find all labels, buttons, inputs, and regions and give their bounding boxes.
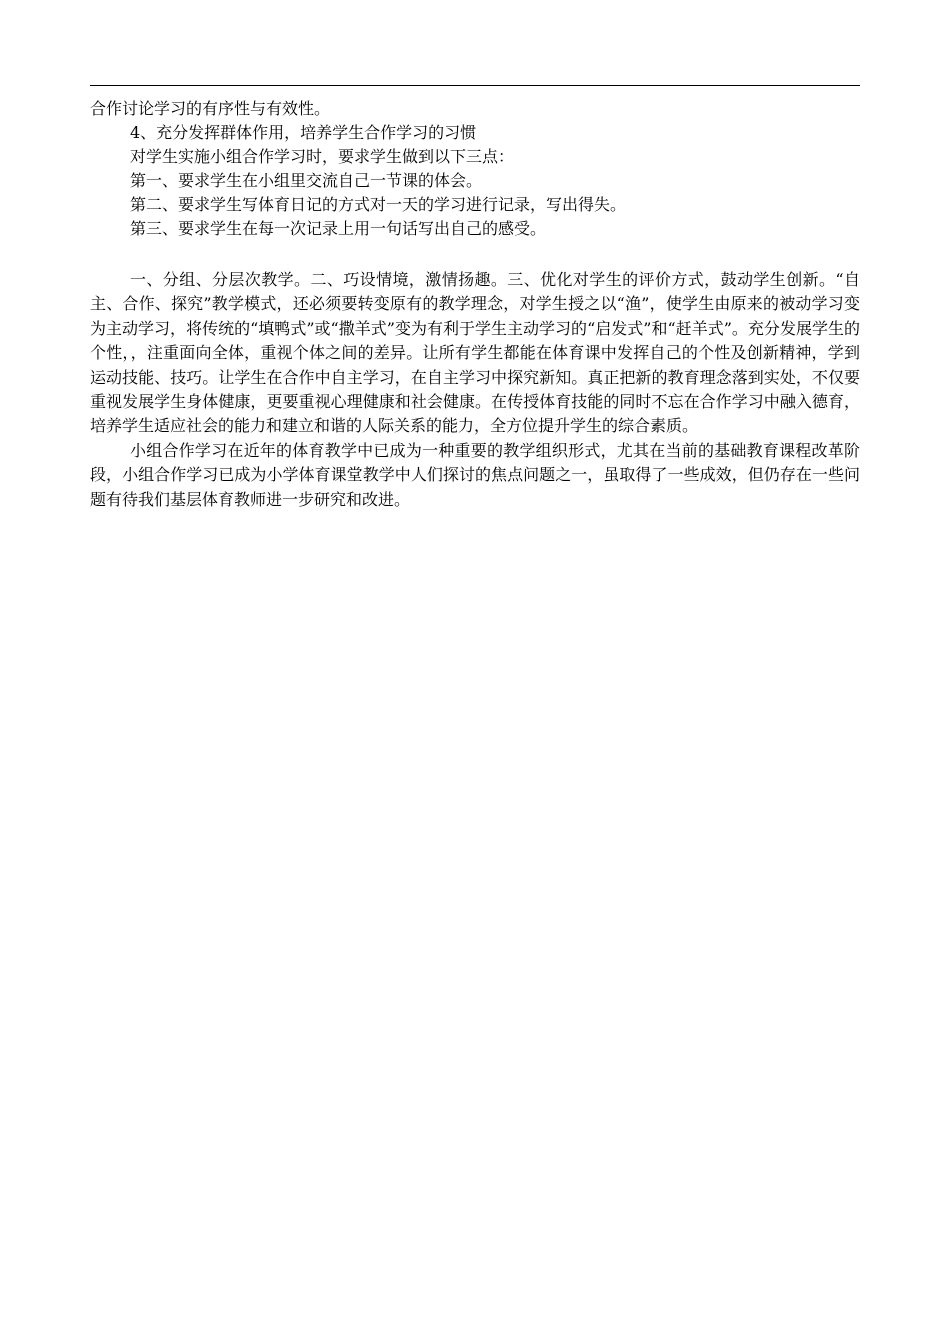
body-paragraph: 小组合作学习在近年的体育教学中已成为一种重要的教学组织形式，尤其在当前的基础教育课程改革阶段，小组合作学习已成为小学体育课堂教学中人们探讨的焦点问题之一，虽取得了一些成效，但仍存在一些问题有待我们基层体育教师进一步研究和改进。 — [90, 440, 860, 509]
document-body — [90, 97, 860, 512]
text-line: 合作讨论学习的有序性与有效性。 — [90, 99, 331, 118]
text-line: 对学生实施小组合作学习时，要求学生做到以下三点： — [130, 147, 515, 166]
paragraph-spacer — [90, 241, 860, 268]
list-item: 第一、要求学生在小组里交流自己一节课的体会。 — [130, 171, 483, 190]
list-item: 第二、要求学生写体育日记的方式对一天的学习进行记录，写出得失。 — [130, 195, 627, 214]
body-paragraph: 一、分组、分层次教学。二、巧设情境，激情扬趣。三、优化对学生的评价方式，鼓动学生创新。“自主、合作、探究”教学模式，还必须要转变原有的教学理念，对学生授之以“渔”，使学生由原来的被动学习变为主动学习，将传统的“填鸭式”或“撒羊式”变为有利于学生主动学习的“启发式”和“赶羊式”。充分发展学生的个性，，注重面向全体，重视个体之间的差异。让所有学生都能在体育课中发挥自己的个性及创新精神，学到运动技能、技巧。让学生在合作中自主学习，在自主学习中探究新知。真正把新的教育理念落到实处，不仅要重视发展学生身体健康，更要重视心理健康和社会健康。在传授体育技能的同时不忘在合作学习中融入德育，培养学生适应社会的能力和建立和谐的人际关系的能力，全方位提升学生的综合素质。 — [90, 270, 860, 436]
section-heading: 4、充分发挥群体作用，培养学生合作学习的习惯 — [130, 123, 477, 142]
list-item: 第三、要求学生在每一次记录上用一句话写出自己的感受。 — [130, 219, 547, 238]
header-rule — [90, 85, 860, 86]
